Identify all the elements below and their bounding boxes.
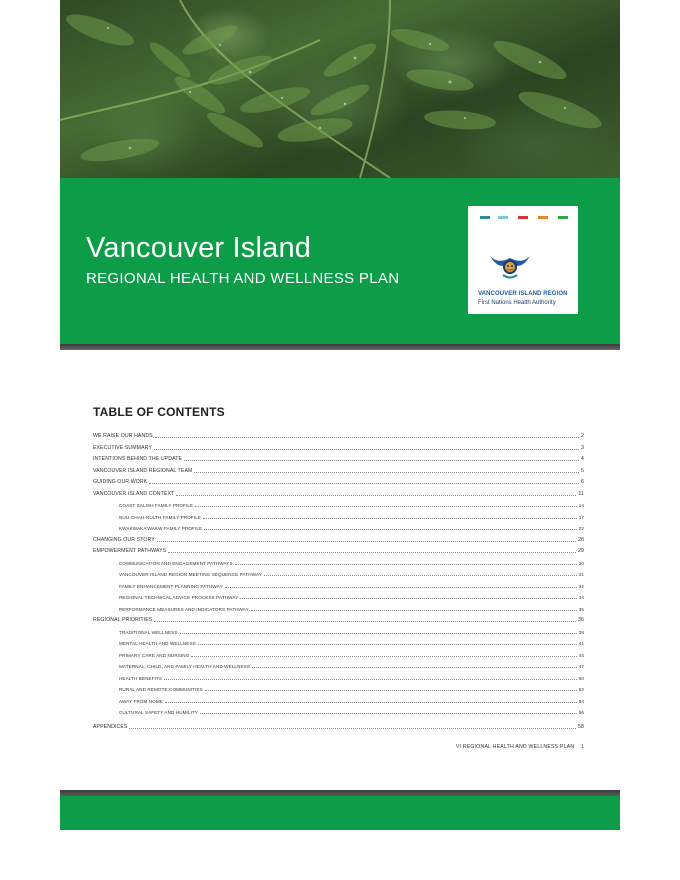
toc-entry-label: CHANGING OUR STORY [93, 536, 155, 543]
toc-entry-page: 41 [578, 641, 584, 646]
dot-leader [176, 495, 576, 496]
toc-entry[interactable] [93, 429, 584, 439]
dot-leader [225, 587, 577, 588]
toc-entry-label: AWAY FROM HOME [119, 698, 164, 704]
toc-entry-page: 38 [578, 629, 584, 635]
toc-entry-page: 34 [578, 595, 584, 600]
dot-leader [164, 679, 577, 680]
banner-divider [60, 344, 620, 350]
toc-entry-label: VANCOUVER ISLAND CONTEXT [93, 490, 175, 497]
toc-entry-page: 56 [578, 710, 584, 715]
document-page [60, 0, 620, 880]
toc-entry-label: REGIONAL TECHNICAL ADVICE PROCESS PATHWAY [119, 595, 239, 600]
dot-leader [204, 529, 577, 530]
toc-entry[interactable] [93, 544, 584, 554]
toc-entry-label: VANCOUVER ISLAND REGION MEETING SEQUENCE PATHWAY [119, 572, 262, 577]
fern-leaves-image [60, 0, 620, 178]
toc-entry-label: WE RAISE OUR HANDS [93, 433, 153, 439]
toc-entry-page: 4 [581, 456, 584, 462]
toc-entry-page: 11 [578, 490, 584, 497]
page-number: 1 [580, 744, 584, 750]
toc-subentry[interactable] [119, 510, 584, 520]
dot-leader [198, 644, 577, 645]
toc-entry[interactable] [93, 464, 584, 474]
toc-entry-label: APPENDICES [93, 724, 128, 730]
toc-subentry[interactable] [119, 579, 584, 589]
toc-entry-page: 14 [578, 503, 584, 508]
toc-entry-label: KWAKWAKA'WAKW FAMILY PROFILE [119, 526, 203, 531]
dot-leader [191, 656, 576, 657]
dot-leader [205, 690, 577, 691]
toc-entry-label: REGIONAL PRIORITIES [93, 617, 153, 623]
dot-leader [157, 541, 576, 542]
dot-leader [165, 702, 577, 703]
toc-entry-page: 52 [578, 687, 584, 692]
document-title: Vancouver Island [86, 232, 312, 264]
toc-entry[interactable] [93, 487, 584, 497]
document-subtitle: REGIONAL HEALTH AND WELLNESS PLAN [86, 270, 400, 287]
toc-entry-label: VANCOUVER ISLAND REGIONAL TEAM [93, 467, 193, 474]
toc-entry-label: MATERNAL, CHILD, AND FAMILY HEALTH AND WELLNESS [119, 664, 250, 669]
toc-subentry[interactable] [119, 498, 584, 508]
dot-leader [264, 575, 577, 576]
toc-entry-label: INTENTIONS BEHIND THE UPDATE [93, 456, 183, 462]
dot-leader [194, 472, 579, 473]
toc-entry-label: TRADITIONAL WELLNESS [119, 629, 178, 635]
toc-entry-label: EMPOWERMENT PATHWAYS [93, 548, 167, 554]
toc-entry[interactable] [93, 475, 584, 485]
toc-entry-page: 5 [581, 467, 584, 474]
dot-leader [129, 728, 576, 729]
dot-leader [149, 483, 579, 484]
toc-entry-page: 58 [578, 724, 584, 730]
dot-leader [200, 713, 577, 714]
toc-entry-page: 2 [581, 433, 584, 439]
logo-authority-text: First Nations Health Authority [478, 300, 556, 306]
toc-entry[interactable] [93, 533, 584, 543]
dot-leader [252, 667, 577, 668]
toc-subentry[interactable] [119, 636, 584, 646]
dot-leader [240, 598, 576, 599]
logo-color-dash-3 [518, 216, 528, 219]
toc-entry-page: 6 [581, 479, 584, 485]
toc-subentry[interactable] [119, 625, 584, 635]
toc-subentry[interactable] [119, 590, 584, 600]
toc-entry-page: 3 [581, 444, 584, 451]
toc-entry-page: 30 [578, 560, 584, 566]
toc-entry-page: 32 [578, 583, 584, 589]
toc-entry-label: COMMUNICATION AND ENGAGEMENT PATHWAYS [119, 560, 233, 566]
toc-entry-label: EXECUTIVE SUMMARY [93, 444, 152, 451]
logo-color-dash-1 [480, 216, 490, 219]
dot-leader [155, 437, 579, 438]
toc-entry[interactable] [93, 613, 584, 623]
toc-entry-label: NUU-CHAH-NULTH FAMILY PROFILE [119, 514, 202, 520]
fnha-logo [468, 206, 578, 314]
toc-entry-page: 44 [578, 652, 584, 658]
toc-entry[interactable] [93, 452, 584, 462]
toc-subentry[interactable] [119, 705, 584, 715]
logo-region-text: VANCOUVER ISLAND REGION [478, 291, 568, 297]
dot-leader [154, 449, 579, 450]
dot-leader [251, 610, 577, 611]
toc-subentry[interactable] [119, 556, 584, 566]
toc-entry-label: PERFORMANCE MEASURES AND INDICATORS PATHWAY [119, 606, 249, 612]
toc-entry-label: CULTURAL SAFETY AND HUMILITY [119, 710, 199, 715]
toc-entry-label: RURAL AND REMOTE COMMUNITIES [119, 687, 203, 692]
toc-subentry[interactable] [119, 682, 584, 692]
toc-entry-label: MENTAL HEALTH AND WELLNESS [119, 641, 196, 646]
toc-entry[interactable] [93, 720, 584, 730]
toc-entry-page: 28 [578, 536, 584, 543]
running-title: VI REGIONAL HEALTH AND WELLNESS PLAN [455, 744, 575, 750]
dot-leader [184, 460, 579, 461]
toc-entry-page: 36 [578, 617, 584, 623]
toc-entry-label: HEALTH BENEFITS [119, 675, 163, 681]
fern-cover-photo [60, 0, 620, 178]
logo-color-dash-5 [558, 216, 568, 219]
toc-subentry[interactable] [119, 648, 584, 658]
toc-entry-page: 47 [578, 664, 584, 669]
toc-entry-page: 35 [578, 606, 584, 612]
footer-band-divider [60, 790, 620, 796]
toc-subentry[interactable] [119, 602, 584, 612]
toc-entry-label: GUIDING OUR WORK [93, 479, 148, 485]
toc-subentry[interactable] [119, 659, 584, 669]
toc-subentry[interactable] [119, 671, 584, 681]
toc-entry-label: FAMILY ENHANCEMENT PLANNING PATHWAY [119, 583, 223, 589]
toc-subentry[interactable] [119, 567, 584, 577]
page-footer [400, 744, 584, 750]
toc-entry-page: 29 [578, 548, 584, 554]
toc-entry-page: 17 [578, 514, 584, 520]
toc-entry[interactable] [93, 441, 584, 451]
toc-entry-label: PRIMARY CARE AND NURSING [119, 652, 190, 658]
dot-leader [168, 552, 576, 553]
dot-leader [195, 506, 577, 507]
dot-leader [235, 564, 577, 565]
title-banner [60, 178, 620, 344]
footer-band [60, 790, 620, 830]
toc-subentry[interactable] [119, 521, 584, 531]
toc-heading: TABLE OF CONTENTS [93, 405, 225, 419]
eagle-emblem-icon [488, 248, 532, 282]
toc-entry-page: 50 [578, 675, 584, 681]
logo-color-dash-2 [498, 216, 508, 219]
toc-entry-label: COAST SALISH FAMILY PROFILE [119, 503, 194, 508]
dot-leader [180, 633, 577, 634]
toc-subentry[interactable] [119, 694, 584, 704]
dot-leader [154, 621, 576, 622]
toc-entry-page: 22 [578, 526, 584, 531]
dot-leader [203, 518, 577, 519]
toc-entry-page: 31 [578, 572, 584, 577]
logo-color-dash-4 [538, 216, 548, 219]
toc-entry-page: 54 [578, 698, 584, 704]
